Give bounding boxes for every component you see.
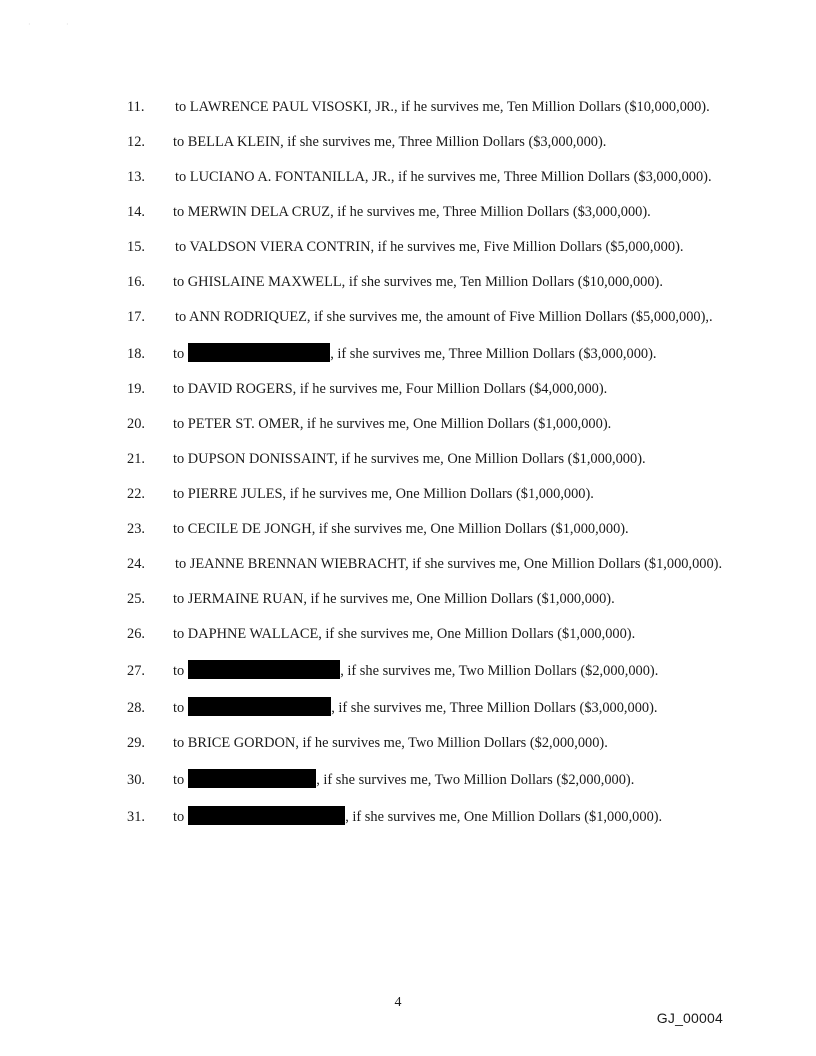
item-number: 17. <box>127 309 145 325</box>
bequest-item <box>127 806 727 826</box>
bequest-item <box>127 590 727 608</box>
item-text: to BELLA KLEIN, if she survives me, Three Million Dollars ($3,000,000). <box>173 134 607 150</box>
item-number: 23. <box>127 521 145 537</box>
item-text: to DAVID ROGERS, if he survives me, Four Million Dollars ($4,000,000). <box>173 381 608 397</box>
item-number: 18. <box>127 346 145 362</box>
bequest-item <box>127 660 727 680</box>
bequest-item <box>127 415 727 433</box>
bequest-item <box>127 343 727 363</box>
item-text-after-redaction: , if she survives me, Three Million Dollars ($3,000,000). <box>330 346 657 362</box>
bequest-list <box>127 98 727 843</box>
bequest-item <box>127 450 727 468</box>
scan-mark: · <box>66 20 69 29</box>
bequest-item <box>127 308 727 326</box>
item-text: to MERWIN DELA CRUZ, if he survives me, Three Million Dollars ($3,000,000). <box>173 204 651 220</box>
item-number: 21. <box>127 451 145 467</box>
item-number: 25. <box>127 591 145 607</box>
item-number: 14. <box>127 204 145 220</box>
item-text: to JEANNE BRENNAN WIEBRACHT, if she survives me, One Million Dollars ($1,000,000). <box>175 556 723 572</box>
item-number: 19. <box>127 381 145 397</box>
item-text: to <box>173 346 185 362</box>
bequest-item <box>127 625 727 643</box>
item-text: to <box>173 809 185 825</box>
item-number: 12. <box>127 134 145 150</box>
item-text: to GHISLAINE MAXWELL, if she survives me, Ten Million Dollars ($10,000,000). <box>173 274 663 290</box>
item-text: to <box>173 700 185 716</box>
redaction-box <box>188 806 345 825</box>
item-text: to PIERRE JULES, if he survives me, One Million Dollars ($1,000,000). <box>173 486 594 502</box>
item-number: 15. <box>127 239 145 255</box>
item-number: 13. <box>127 169 145 185</box>
item-text-after-redaction: , if she survives me, One Million Dollars ($1,000,000). <box>345 809 663 825</box>
item-text-after-redaction: , if she survives me, Two Million Dollars ($2,000,000). <box>316 772 635 788</box>
item-text: to DAPHNE WALLACE, if she survives me, One Million Dollars ($1,000,000). <box>173 626 636 642</box>
bequest-item <box>127 697 727 717</box>
redaction-box <box>188 343 330 362</box>
bequest-item <box>127 485 727 503</box>
bequest-item <box>127 133 727 151</box>
item-number: 26. <box>127 626 145 642</box>
bequest-item <box>127 520 727 538</box>
bequest-item <box>127 98 727 116</box>
bates-number: GJ_00004 <box>656 1010 723 1026</box>
item-number: 29. <box>127 735 145 751</box>
item-text: to <box>173 663 185 679</box>
item-number: 20. <box>127 416 145 432</box>
redaction-box <box>188 660 340 679</box>
page-number: 4 <box>394 995 402 1010</box>
item-text: to DUPSON DONISSAINT, if he survives me, One Million Dollars ($1,000,000). <box>173 451 646 467</box>
bequest-item <box>127 168 727 186</box>
item-text: to PETER ST. OMER, if he survives me, One Million Dollars ($1,000,000). <box>173 416 612 432</box>
item-number: 27. <box>127 663 145 679</box>
item-text: to LAWRENCE PAUL VISOSKI, JR., if he survives me, Ten Million Dollars ($10,000,000). <box>175 99 710 115</box>
item-text-after-redaction: , if she survives me, Two Million Dollars ($2,000,000). <box>340 663 659 679</box>
item-text: to VALDSON VIERA CONTRIN, if he survives me, Five Million Dollars ($5,000,000). <box>175 239 684 255</box>
bequest-item <box>127 734 727 752</box>
item-text-after-redaction: , if she survives me, Three Million Dollars ($3,000,000). <box>331 700 658 716</box>
bequest-item <box>127 238 727 256</box>
redaction-box <box>188 697 331 716</box>
item-text: to CECILE DE JONGH, if she survives me, One Million Dollars ($1,000,000). <box>173 521 629 537</box>
bequest-item <box>127 380 727 398</box>
item-number: 30. <box>127 772 145 788</box>
bequest-item <box>127 555 727 573</box>
item-number: 16. <box>127 274 145 290</box>
item-number: 11. <box>127 99 145 115</box>
redaction-box <box>188 769 316 788</box>
item-number: 24. <box>127 556 145 572</box>
bequest-item <box>127 203 727 221</box>
item-number: 28. <box>127 700 145 716</box>
item-text: to LUCIANO A. FONTANILLA, JR., if he survives me, Three Million Dollars ($3,000,000). <box>175 169 712 185</box>
item-number: 22. <box>127 486 145 502</box>
item-text: to <box>173 772 185 788</box>
scan-mark: · <box>28 20 31 29</box>
item-text: to ANN RODRIQUEZ, if she survives me, the amount of Five Million Dollars ($5,000,000),. <box>175 309 713 325</box>
item-text: to BRICE GORDON, if he survives me, Two Million Dollars ($2,000,000). <box>173 735 608 751</box>
bequest-item <box>127 273 727 291</box>
bequest-item <box>127 769 727 789</box>
item-number: 31. <box>127 809 145 825</box>
item-text: to JERMAINE RUAN, if he survives me, One Million Dollars ($1,000,000). <box>173 591 615 607</box>
